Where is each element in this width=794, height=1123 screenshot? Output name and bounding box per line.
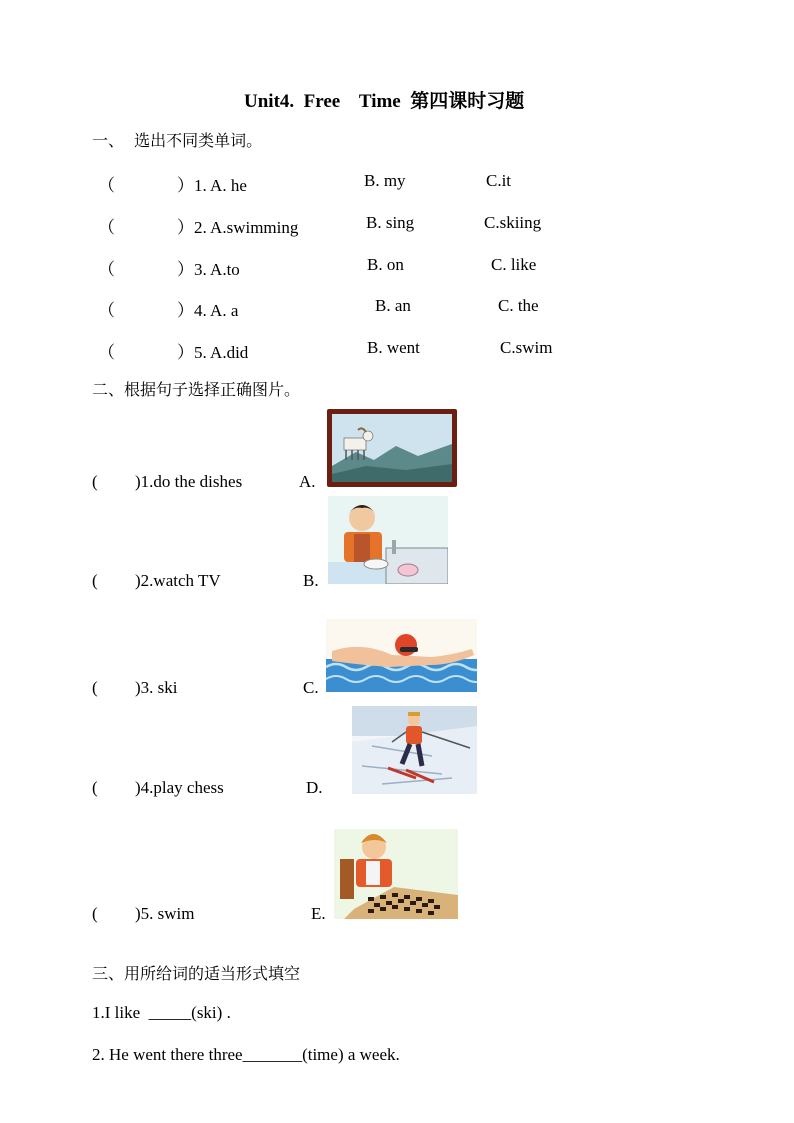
- dishes-picture: [328, 496, 448, 584]
- option-b: B. my: [364, 171, 406, 190]
- phrase-text: )4.play chess: [135, 778, 224, 797]
- phrase-text: )5. swim: [135, 904, 195, 923]
- picture-letter: A.: [299, 472, 316, 491]
- picture-letter: B.: [303, 571, 319, 590]
- tv-picture: [326, 408, 458, 488]
- option-c: C.it: [486, 171, 512, 190]
- option-a: ）4. A. a: [177, 301, 239, 320]
- page-title: Unit4. Free Time 第四课时习题: [244, 91, 525, 112]
- answer-paren-open: (: [92, 778, 98, 797]
- option-a: ）2. A.swimming: [177, 218, 299, 237]
- answer-paren-open: （: [98, 218, 115, 237]
- answer-paren-open: (: [92, 904, 98, 923]
- picture-letter: C.: [303, 678, 319, 697]
- option-c: C.swim: [500, 338, 553, 357]
- option-b: B. sing: [366, 213, 415, 232]
- option-c: C. like: [491, 255, 537, 274]
- answer-paren-open: (: [92, 472, 98, 491]
- option-b: B. an: [375, 296, 411, 315]
- option-a: ）1. A. he: [177, 176, 247, 195]
- answer-paren-open: （: [98, 301, 115, 320]
- phrase-text: )3. ski: [135, 678, 178, 697]
- swimmer-picture: [326, 619, 477, 692]
- option-a: ）5. A.did: [177, 343, 249, 362]
- option-b: B. went: [367, 338, 420, 357]
- fill-in-item: 2. He went there three_______(time) a week.: [92, 1045, 400, 1064]
- section-2-heading: 二、根据句子选择正确图片。: [92, 380, 301, 399]
- answer-paren-open: （: [98, 260, 115, 279]
- phrase-text: )2.watch TV: [135, 571, 221, 590]
- skier-picture: [352, 706, 477, 794]
- option-b: B. on: [367, 255, 404, 274]
- fill-in-item: 1.I like _____(ski) .: [92, 1003, 231, 1022]
- picture-letter: E.: [311, 904, 326, 923]
- answer-paren-open: (: [92, 678, 98, 697]
- chess-picture: [334, 829, 458, 919]
- option-c: C. the: [498, 296, 539, 315]
- picture-letter: D.: [306, 778, 323, 797]
- option-c: C.skiing: [484, 213, 542, 232]
- section-1-heading: 一、 选出不同类单词。: [92, 131, 263, 150]
- section-3-heading: 三、用所给词的适当形式填空: [92, 964, 301, 983]
- phrase-text: )1.do the dishes: [135, 472, 243, 491]
- answer-paren-open: （: [98, 176, 115, 195]
- answer-paren-open: (: [92, 571, 98, 590]
- option-a: ）3. A.to: [177, 260, 240, 279]
- answer-paren-open: （: [98, 343, 115, 362]
